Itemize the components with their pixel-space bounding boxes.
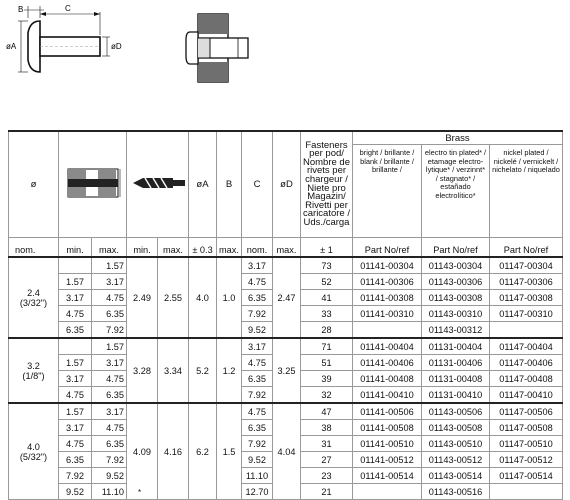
part-tin: 01143-00310 <box>422 306 490 322</box>
drill-bit-icon <box>129 173 187 193</box>
part-tin: 01131-00404 <box>422 338 490 355</box>
part-nickel <box>490 322 563 339</box>
part-bright: 01141-00512 <box>353 452 422 468</box>
footnote-mark: * <box>138 488 142 497</box>
part-tin: 01143-00308 <box>422 290 490 306</box>
part-bright: 01141-00508 <box>353 420 422 436</box>
label-dd: øD <box>111 42 122 51</box>
grip-max: 9.52 <box>92 468 127 484</box>
qty: 73 <box>301 257 353 274</box>
unit-grip-max: max. <box>92 238 127 258</box>
unit-part-tin: Part No/ref <box>422 238 490 258</box>
grip-min: 4.75 <box>59 387 92 404</box>
part-tin: 01143-00312 <box>422 322 490 339</box>
header-grip-icon <box>59 131 127 238</box>
length: 7.92 <box>242 306 273 322</box>
length: 4.75 <box>242 403 273 420</box>
rivet-specification-table <box>8 130 563 500</box>
length: 6.35 <box>242 290 273 306</box>
qty: 23 <box>301 468 353 484</box>
finish-nickel: nickel plated / nickelé / vernickelt / nichelato / niquelado <box>490 145 563 238</box>
part-bright: 01141-00310 <box>353 306 422 322</box>
grip-max: 1.57 <box>92 257 127 274</box>
head-diameter: 4.0 <box>189 257 217 338</box>
grip-range-icon <box>64 166 122 200</box>
hole-min: 2.49 <box>127 257 158 338</box>
qty: 71 <box>301 338 353 355</box>
header-drill-icon <box>127 131 189 238</box>
grip-min: 7.92 <box>59 468 92 484</box>
unit-nom: nom. <box>9 238 59 258</box>
finish-bright: bright / brillante / blank / brillante / brillante / <box>353 145 422 238</box>
grip-max: 6.35 <box>92 436 127 452</box>
length: 3.17 <box>242 338 273 355</box>
grip-max: 4.75 <box>92 290 127 306</box>
finish-tin: electro tin plated* / etamage electro-lytique* / verzinnt* / stagnato* / estañado electrolítico* <box>422 145 490 238</box>
nominal-diameter: 4.0 (5/32") <box>9 403 59 500</box>
grip-min: 3.17 <box>59 290 92 306</box>
qty: 27 <box>301 452 353 468</box>
grip-min: 1.57 <box>59 403 92 420</box>
head-height: 1.0 <box>217 257 242 338</box>
length: 4.75 <box>242 274 273 290</box>
part-nickel: 01147-00510 <box>490 436 563 452</box>
part-bright: 01141-00506 <box>353 403 422 420</box>
nominal-diameter: 2.4 (3/32") <box>9 257 59 338</box>
part-bright: 01141-00304 <box>353 257 422 274</box>
part-nickel: 01147-00512 <box>490 452 563 468</box>
label-b: B <box>18 5 24 14</box>
grip-max: 3.17 <box>92 274 127 290</box>
length: 6.35 <box>242 420 273 436</box>
part-nickel: 01147-00506 <box>490 403 563 420</box>
part-nickel: 01147-00408 <box>490 371 563 387</box>
unit-d-max: max. <box>273 238 301 258</box>
grip-max: 3.17 <box>92 403 127 420</box>
shank-diameter: 2.47 <box>273 257 301 338</box>
unit-part-nickel: Part No/ref <box>490 238 563 258</box>
shank-diameter: 4.04 <box>273 403 301 500</box>
length: 7.92 <box>242 436 273 452</box>
grip-min: 3.17 <box>59 371 92 387</box>
grip-max: 3.17 <box>92 355 127 371</box>
unit-b-max: max. <box>217 238 242 258</box>
length: 3.17 <box>242 257 273 274</box>
unit-c-nom: nom. <box>242 238 273 258</box>
qty: 51 <box>301 355 353 371</box>
hole-min: 4.09 <box>127 403 158 500</box>
part-bright <box>353 322 422 339</box>
qty: 52 <box>301 274 353 290</box>
header-brass: Brass <box>353 131 563 145</box>
qty: 33 <box>301 306 353 322</box>
grip-min: 9.52 <box>59 484 92 500</box>
qty: 47 <box>301 403 353 420</box>
part-nickel: 01147-00304 <box>490 257 563 274</box>
grip-max: 6.35 <box>92 387 127 404</box>
qty: 32 <box>301 387 353 404</box>
rivet-drawings <box>0 0 570 128</box>
unit-hole-max: max. <box>158 238 189 258</box>
part-nickel: 01147-00306 <box>490 274 563 290</box>
qty: 41 <box>301 290 353 306</box>
part-tin: 01131-00406 <box>422 355 490 371</box>
part-tin: 01143-00516 <box>422 484 490 500</box>
grip-min <box>59 338 92 355</box>
length: 9.52 <box>242 452 273 468</box>
part-tin: 01143-00506 <box>422 403 490 420</box>
unit-a-tol: ± 0.3 <box>189 238 217 258</box>
part-nickel: 01147-00310 <box>490 306 563 322</box>
length: 12.70 <box>242 484 273 500</box>
grip-min: 1.57 <box>59 274 92 290</box>
part-bright: 01141-00306 <box>353 274 422 290</box>
shank-diameter: 3.25 <box>273 338 301 403</box>
header-fasteners-per-pod: Fasteners per pod/ Nombre de rivets per chargeur / Niete pro Magazin/ Rivetti per caricatore / Uds./carga <box>301 131 353 238</box>
part-nickel: 01147-00514 <box>490 468 563 484</box>
grip-max: 1.57 <box>92 338 127 355</box>
header-d: øD <box>273 131 301 238</box>
grip-max: 7.92 <box>92 322 127 339</box>
grip-max: 7.92 <box>92 452 127 468</box>
unit-hole-min: min. <box>127 238 158 258</box>
qty: 21 <box>301 484 353 500</box>
unit-part-bright: Part No/ref <box>353 238 422 258</box>
grip-min: 3.17 <box>59 420 92 436</box>
hole-max: 2.55 <box>158 257 189 338</box>
part-tin: 01143-00510 <box>422 436 490 452</box>
part-tin: 01131-00410 <box>422 387 490 404</box>
part-nickel: 01147-00508 <box>490 420 563 436</box>
part-nickel: 01147-00308 <box>490 290 563 306</box>
head-diameter: 6.2 <box>189 403 217 500</box>
grip-max: 6.35 <box>92 306 127 322</box>
length: 6.35 <box>242 371 273 387</box>
part-tin: 01143-00514 <box>422 468 490 484</box>
grip-max: 4.75 <box>92 420 127 436</box>
nominal-diameter: 3.2 (1/8") <box>9 338 59 403</box>
hole-max: 4.16 <box>158 403 189 500</box>
label-c: C <box>65 4 71 13</box>
part-bright: 01141-00410 <box>353 387 422 404</box>
part-nickel: 01147-00410 <box>490 387 563 404</box>
rivet-section-view <box>186 14 248 82</box>
part-tin: 01131-00408 <box>422 371 490 387</box>
hole-max: 3.34 <box>158 338 189 403</box>
part-tin: 01143-00304 <box>422 257 490 274</box>
header-diameter: ø <box>9 131 59 238</box>
table-row <box>9 257 563 274</box>
qty: 39 <box>301 371 353 387</box>
length: 4.75 <box>242 355 273 371</box>
part-tin: 01143-00508 <box>422 420 490 436</box>
table-row <box>9 403 563 420</box>
head-diameter: 5.2 <box>189 338 217 403</box>
unit-grip-min: min. <box>59 238 92 258</box>
unit-count: ± 1 <box>301 238 353 258</box>
grip-min: 4.75 <box>59 306 92 322</box>
grip-max: 4.75 <box>92 371 127 387</box>
grip-min: 6.35 <box>59 322 92 339</box>
part-tin: 01143-00306 <box>422 274 490 290</box>
qty: 28 <box>301 322 353 339</box>
length: 7.92 <box>242 387 273 404</box>
hole-min: 3.28 <box>127 338 158 403</box>
part-nickel <box>490 484 563 500</box>
head-height: 1.2 <box>217 338 242 403</box>
part-bright: 01141-00406 <box>353 355 422 371</box>
table-row <box>9 338 563 355</box>
grip-min: 4.75 <box>59 436 92 452</box>
grip-max: 11.10 <box>92 484 127 500</box>
part-tin: 01143-00512 <box>422 452 490 468</box>
part-bright: 01141-00510 <box>353 436 422 452</box>
qty: 31 <box>301 436 353 452</box>
part-nickel: 01147-00404 <box>490 338 563 355</box>
rivet-side-view <box>6 4 122 72</box>
part-bright <box>353 484 422 500</box>
label-da: øA <box>6 42 17 51</box>
part-nickel: 01147-00406 <box>490 355 563 371</box>
part-bright: 01141-00404 <box>353 338 422 355</box>
grip-min: 6.35 <box>59 452 92 468</box>
header-c: C <box>242 131 273 238</box>
head-height: 1.5 <box>217 403 242 500</box>
part-bright: 01141-00514 <box>353 468 422 484</box>
qty: 38 <box>301 420 353 436</box>
part-bright: 01141-00408 <box>353 371 422 387</box>
length: 11.10 <box>242 468 273 484</box>
length: 9.52 <box>242 322 273 339</box>
grip-min: 1.57 <box>59 355 92 371</box>
grip-min <box>59 257 92 274</box>
header-a: øA <box>189 131 217 238</box>
header-b: B <box>217 131 242 238</box>
part-bright: 01141-00308 <box>353 290 422 306</box>
